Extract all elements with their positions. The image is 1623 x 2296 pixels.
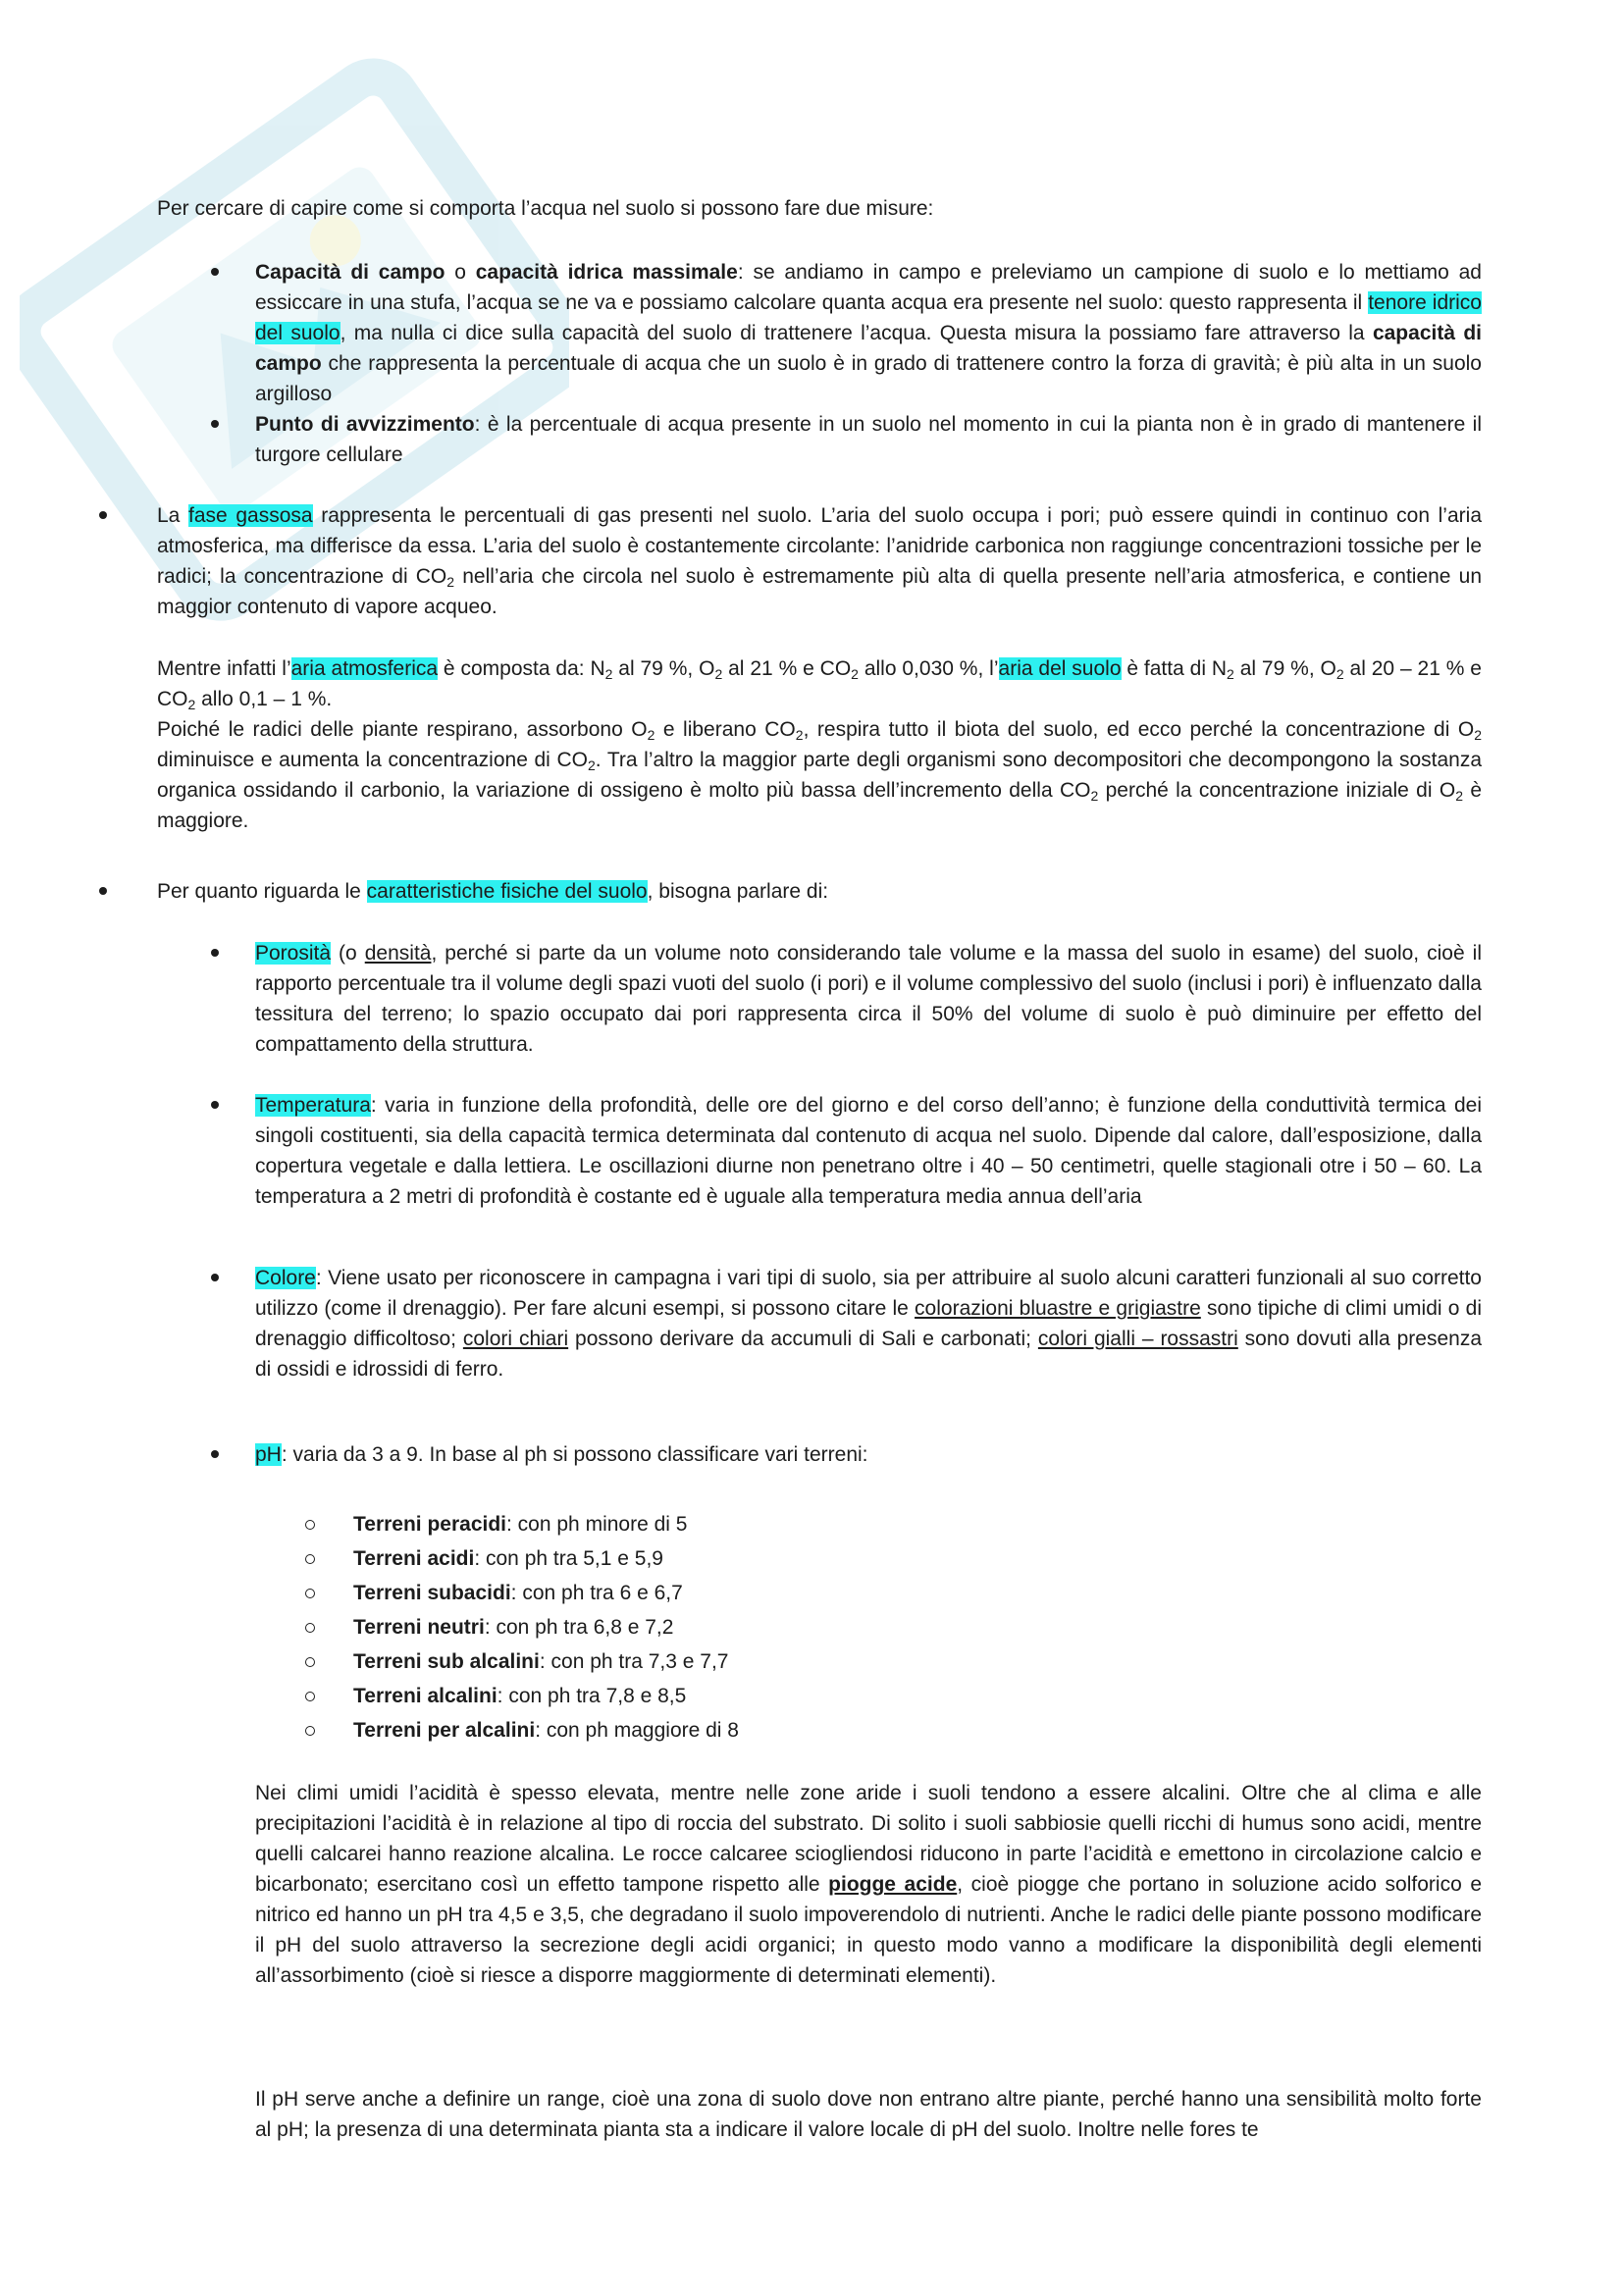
term-name: Terreni acidi bbox=[353, 1547, 475, 1570]
underline-colorazioni-bluastre: colorazioni bluastre e grigiastre bbox=[915, 1297, 1201, 1320]
underline-densita: densità bbox=[364, 942, 432, 965]
intro-text: Per cercare di capire come si comporta l’acqua nel suolo si possono fare due misure: bbox=[157, 197, 934, 220]
subscript: 2 bbox=[1227, 666, 1234, 682]
term-name: Terreni per alcalini bbox=[353, 1719, 536, 1742]
capacita-item bbox=[255, 257, 1482, 409]
subscript: 2 bbox=[1474, 727, 1482, 743]
term-capacita-di-campo: Capacità di campo bbox=[255, 261, 445, 284]
text-span: , cioè piogge che portano in soluzione acido solforico e nitrico ed hanno un pH tra 4,5 e 3,5, che degradano il suolo impoverendolo di nutrienti. Anche le radici delle piante possono modificare il pH del suolo attraverso la secrezione degli acidi organici; in questo modo vanno a modificare la disponibilità degli elementi all’assorbimento (cioè si riesce a disporre maggiormente di determinati elementi). bbox=[255, 1873, 1482, 1987]
bullet bbox=[211, 949, 219, 957]
text-span: sono dovuti alla presenza di ossidi e idrossidi di ferro. bbox=[255, 1328, 1483, 1381]
subscript: 2 bbox=[647, 727, 655, 743]
list-item bbox=[353, 1715, 739, 1746]
text-span: e liberano CO bbox=[654, 718, 796, 741]
bullet bbox=[99, 511, 107, 519]
subscript: 2 bbox=[795, 727, 804, 743]
term-name: Terreni subacidi bbox=[353, 1582, 511, 1604]
term-desc: : con ph minore di 5 bbox=[506, 1513, 688, 1536]
caratteristiche-fisiche-item bbox=[157, 876, 1482, 907]
highlight-colore: Colore bbox=[255, 1267, 316, 1289]
term-piogge-acide: piogge acide bbox=[828, 1873, 958, 1896]
list-item bbox=[353, 1578, 683, 1608]
term-desc: : con ph tra 7,8 e 8,5 bbox=[497, 1685, 687, 1707]
temperatura-item bbox=[255, 1090, 1482, 1212]
text-span: La bbox=[157, 504, 189, 527]
subscript: 2 bbox=[1455, 788, 1463, 804]
subscript: 2 bbox=[587, 757, 596, 773]
highlight-aria-atmosferica: aria atmosferica bbox=[290, 657, 439, 680]
text-span: è maggiore. bbox=[157, 779, 1483, 832]
aria-paragraph bbox=[157, 653, 1482, 836]
colore-item bbox=[255, 1263, 1482, 1384]
text-span: al 79 %, O bbox=[612, 657, 715, 680]
subscript: 2 bbox=[604, 666, 613, 682]
bullet bbox=[211, 1101, 219, 1109]
list-item bbox=[353, 1681, 686, 1711]
text-span: nell’aria che circola nel suolo è estremamente più alta di quella presente nell’aria atmosferica, e contiene un maggior contenuto di vapore acqueo. bbox=[157, 565, 1482, 618]
bullet bbox=[211, 1450, 219, 1458]
list-item bbox=[353, 1543, 663, 1574]
text-span: Nei climi umidi l’acidità è spesso elevata, mentre nelle zone aride i suoli tendono a essere alcalini. Oltre che al clima e alle precipitazioni l’acidità è in relazione al tipo di roccia del substrato. Di solito i suoli sabbiosie quelli ricchi di humus sono acidi, mentre quelli calcarei hanno reazione alcalina. Le rocce calcaree sciogliendosi riducono in parte l’acidità e emettono in circolazione calcio e bicarbonato; esercitano così un effetto tampone rispetto alle bbox=[255, 1782, 1482, 1896]
bullet bbox=[211, 268, 219, 276]
term-capacita-di-campo-2: capacità di campo bbox=[255, 322, 1482, 375]
highlight-temperatura: Temperatura bbox=[255, 1094, 371, 1117]
list-item bbox=[353, 1612, 673, 1643]
bullet bbox=[305, 1520, 315, 1530]
underline-colori-gialli: colori gialli – rossastri bbox=[1037, 1328, 1238, 1350]
highlight-fase-gassosa: fase gassosa bbox=[188, 504, 313, 527]
bullet bbox=[305, 1726, 315, 1736]
text-span: è composta da: N bbox=[438, 657, 605, 680]
text-span: , bisogna parlare di: bbox=[647, 880, 829, 903]
text-span: possono derivare da accumuli di Sali e carbonati; bbox=[568, 1328, 1038, 1350]
term-punto-avvizzimento: Punto di avvizzimento bbox=[255, 413, 475, 436]
subscript: 2 bbox=[446, 574, 455, 590]
text-span: diminuisce e aumenta la concentrazione di CO bbox=[157, 749, 588, 771]
term-desc: : con ph tra 6 e 6,7 bbox=[510, 1582, 683, 1604]
text-span: allo 0,030 %, l’ bbox=[858, 657, 999, 680]
text-span: : varia in funzione della profondità, delle ore del giorno e del corso dell’anno; è funzione della conduttività termica dei singoli costituenti, sia della capacità termica determinata dal contenuto di acqua nel suolo. Dipende dal calore, dall’esposizione, dalla copertura vegetale e dalla lettiera. Le oscillazioni diurne non penetrano oltre i 40 – 50 centimetri, quelle stagionali otre i 50 – 60. La temperatura a 2 metri di profondità è costante ed è uguale alla temperatura media annua dell’aria bbox=[255, 1094, 1482, 1208]
bullet bbox=[305, 1589, 315, 1598]
text-span: al 79 %, O bbox=[1233, 657, 1336, 680]
text-span: perché la concentrazione iniziale di O bbox=[1098, 779, 1456, 802]
intro-paragraph bbox=[157, 193, 1482, 224]
text-span: : varia da 3 a 9. In base al ph si possono classificare vari terreni: bbox=[281, 1443, 868, 1466]
subscript: 2 bbox=[1335, 666, 1344, 682]
text-span: . Tra l’altro la maggior parte degli organismi sono decompositori che decompongono la sostanza organica ossidando il carbonio, la variazione di ossigeno è molto più bassa dell’incremento della CO bbox=[157, 749, 1482, 802]
subscript: 2 bbox=[851, 666, 859, 682]
fase-gassosa-item bbox=[157, 500, 1482, 622]
highlight-aria-del-suolo: aria del suolo bbox=[998, 657, 1122, 680]
subscript: 2 bbox=[1090, 788, 1099, 804]
underline-colori-chiari: colori chiari bbox=[462, 1328, 569, 1350]
climi-paragraph bbox=[255, 1778, 1482, 1991]
text-span: (o bbox=[331, 942, 365, 965]
text-span: , ma nulla ci dice sulla capacità del suolo di trattenere l’acqua. Questa misura la possiamo fare attraverso la bbox=[340, 322, 1373, 344]
term-name: Terreni peracidi bbox=[353, 1513, 507, 1536]
text-span: allo 0,1 – 1 %. bbox=[195, 688, 333, 710]
term-name: Terreni alcalini bbox=[353, 1685, 497, 1707]
list-item bbox=[353, 1646, 728, 1677]
bullet bbox=[305, 1692, 315, 1701]
term-desc: : con ph tra 5,1 e 5,9 bbox=[474, 1547, 663, 1570]
text-span: sono tipiche di climi umidi o di drenaggio difficoltoso; bbox=[255, 1297, 1482, 1350]
text-span: rappresenta le percentuali di gas presenti nel suolo. L’aria del suolo occupa i pori; può essere quindi in continuo con l’aria atmosferica, ma differisce da essa. L’aria del suolo è costantemente circolante: l’anidride carbonica non raggiunge concentrazioni tossiche per le radici; la concentrazione di CO bbox=[157, 504, 1482, 588]
text-span: al 20 – 21 % e CO bbox=[157, 657, 1482, 710]
term-capacita-idrica: capacità idrica massimale bbox=[475, 261, 738, 284]
text-span: : se andiamo in campo e preleviamo un campione di suolo e lo mettiamo ad essiccare in una stufa, l’acqua se ne va e possiamo calcolare quanta acqua era presente nel suolo: questo rappresenta il bbox=[255, 261, 1482, 314]
bullet bbox=[211, 420, 219, 428]
range-text: Il pH serve anche a definire un range, cioè una zona di suolo dove non entrano altre piante, perché hanno una sensibilità molto forte al pH; la presenza di una determinata pianta sta a indicare il valore locale di pH del suolo. Inoltre nelle fores te bbox=[255, 2088, 1482, 2141]
punto-item bbox=[255, 409, 1482, 470]
term-name: Terreni sub alcalini bbox=[353, 1650, 540, 1673]
text-span: Mentre infatti l’ bbox=[157, 657, 291, 680]
text-span: : Viene usato per riconoscere in campagna i vari tipi di suolo, sia per attribuire al suolo alcuni caratteri funzionali al suo corretto utilizzo (come il drenaggio). Per fare alcuni esempi, si possono citare le bbox=[255, 1267, 1482, 1320]
text-span: è fatta di N bbox=[1121, 657, 1228, 680]
subscript: 2 bbox=[714, 666, 723, 682]
bullet bbox=[305, 1554, 315, 1564]
term-desc: : con ph maggiore di 8 bbox=[535, 1719, 739, 1742]
term-desc: : con ph tra 6,8 e 7,2 bbox=[484, 1616, 674, 1639]
text-span: o bbox=[445, 261, 476, 284]
text-span: , respira tutto il biota del suolo, ed ecco perché la concentrazione di O bbox=[803, 718, 1475, 741]
list-item bbox=[353, 1509, 687, 1539]
range-paragraph bbox=[255, 2084, 1482, 2145]
text-span: Poiché le radici delle piante respirano, assorbono O bbox=[157, 718, 648, 741]
term-name: Terreni neutri bbox=[353, 1616, 485, 1639]
bullet bbox=[99, 887, 107, 895]
bullet bbox=[305, 1657, 315, 1667]
highlight-porosita: Porosità bbox=[255, 942, 332, 965]
porosita-item bbox=[255, 938, 1482, 1060]
highlight-ph: pH bbox=[255, 1443, 282, 1466]
bullet bbox=[211, 1274, 219, 1281]
ph-item bbox=[255, 1439, 1482, 1470]
text-span: al 21 % e CO bbox=[722, 657, 852, 680]
highlight-tenore-idrico: tenore idrico del suolo bbox=[255, 291, 1482, 344]
text-span: , perché si parte da un volume noto considerando tale volume e la massa del suolo in esame) del suolo, cioè il rapporto percentuale tra il volume degli spazi vuoti del suolo (i pori) e il volume complessivo del suolo (inclusi i pori) è influenzato dalla tessitura del terreno; lo spazio occupato dai pori rappresenta circa il 50% del volume di suolo è può diminuire per effetto del compattamento della struttura. bbox=[255, 942, 1482, 1056]
text-span: : è la percentuale di acqua presente in un suolo nel momento in cui la pianta non è in grado di mantenere il turgore cellulare bbox=[255, 413, 1482, 466]
highlight-caratteristiche-fisiche: caratteristiche fisiche del suolo bbox=[366, 880, 648, 903]
term-desc: : con ph tra 7,3 e 7,7 bbox=[539, 1650, 729, 1673]
subscript: 2 bbox=[187, 697, 196, 712]
text-span: Per quanto riguarda le bbox=[157, 880, 367, 903]
bullet bbox=[305, 1623, 315, 1633]
text-span: che rappresenta la percentuale di acqua che un suolo è in grado di trattenere contro la forza di gravità; è più alta in un suolo argilloso bbox=[255, 352, 1482, 405]
